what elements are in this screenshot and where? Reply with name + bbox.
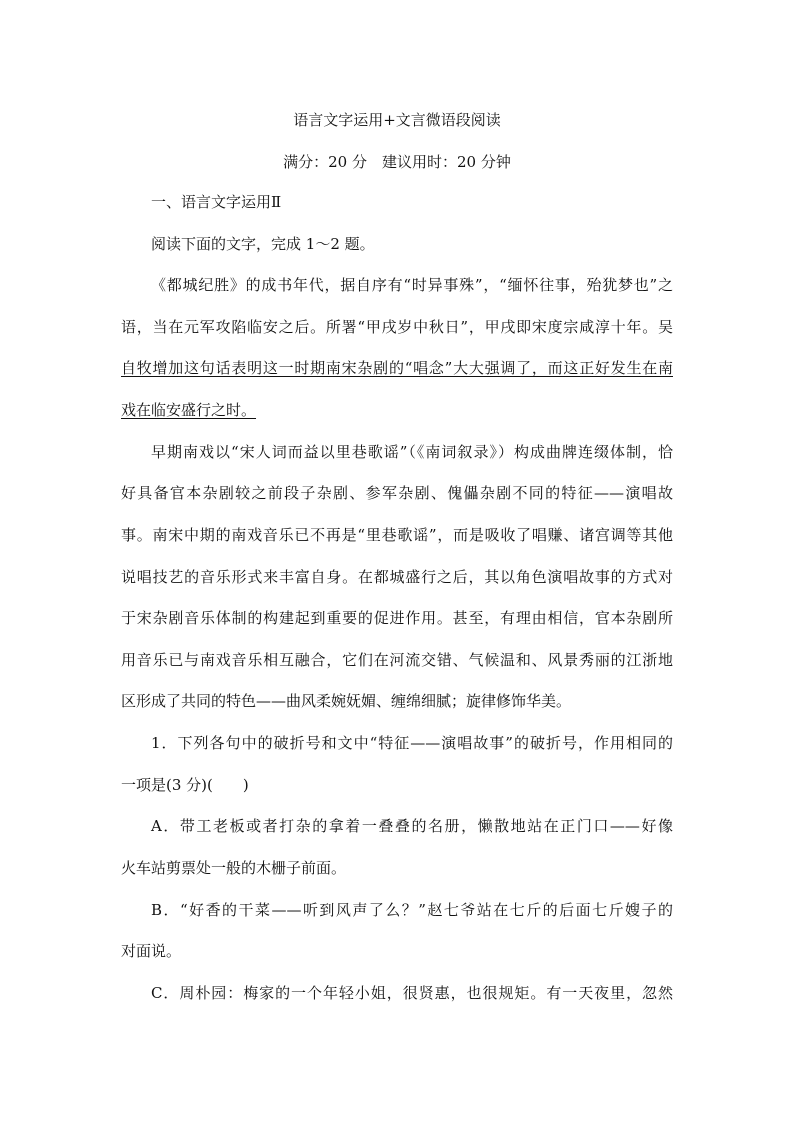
option-b: 对面说。 <box>121 942 182 960</box>
passage-line-underlined: 戏在临安盛行之时。 <box>121 401 257 419</box>
passage-line: 早期南戏以“宋人词而益以里巷歌谣”（《南词叙录》）构成曲牌连缀体制，恰 <box>151 443 673 461</box>
page-title: 语言文字运用+文言微语段阅读 <box>293 111 501 129</box>
option-b: B．“好香的干菜——听到风声了么？”赵七爷站在七斤的后面七斤嫂子的 <box>151 901 673 919</box>
passage-line: 区形成了共同的特色——曲风柔婉妩媚、缠绵细腻；旋律修饰华美。 <box>121 692 572 710</box>
section-heading: 一、语言文字运用Ⅱ <box>151 193 282 211</box>
passage-line: 《都城纪胜》的成书年代，据自序有“时异事殊”，“缅怀往事，殆犹梦也”之 <box>151 276 673 294</box>
passage-line: 说唱技艺的音乐形式来丰富自身。在都城盛行之后，其以角色演唱故事的方式对 <box>121 568 673 586</box>
passage-line: 用音乐已与南戏音乐相互融合，它们在河流交错、气候温和、风景秀丽的江浙地 <box>121 651 673 669</box>
option-a: 火车站剪票处一般的木栅子前面。 <box>121 859 347 877</box>
passage-line: 事。南宋中期的南戏音乐已不再是“里巷歌谣”，而是吸收了唱赚、诸宫调等其他 <box>121 526 673 544</box>
option-c: C．周朴园：梅家的一个年轻小姐，很贤惠，也很规矩。有一天夜里，忽然 <box>151 984 673 1002</box>
passage-line: 语，当在元军攻陷临安之后。所署“甲戌岁中秋日”，甲戌即宋度宗咸淳十年。吴 <box>121 318 673 336</box>
passage-line: 好具备官本杂剧较之前段子杂剧、参军杂剧、傀儡杂剧不同的特征——演唱故 <box>121 484 673 502</box>
passage-line-underlined: 自牧增加这句话表明这一时期南宋杂剧的“唱念”大大强调了，而这正好发生在南 <box>121 359 673 377</box>
section-instruction: 阅读下面的文字，完成 1～2 题。 <box>151 235 375 253</box>
question-stem: 一项是(3 分)( ) <box>121 776 249 794</box>
question-stem: 1．下列各句中的破折号和文中“特征——演唱故事”的破折号，作用相同的 <box>151 734 673 752</box>
option-a: A．带工老板或者打杂的拿着一叠叠的名册，懒散地站在正门口——好像 <box>151 817 673 835</box>
passage-line: 于宋杂剧音乐体制的构建起到重要的促进作用。甚至，有理由相信，官本杂剧所 <box>121 609 673 627</box>
page-subtitle: 满分：20 分 建议用时：20 分钟 <box>283 153 511 171</box>
